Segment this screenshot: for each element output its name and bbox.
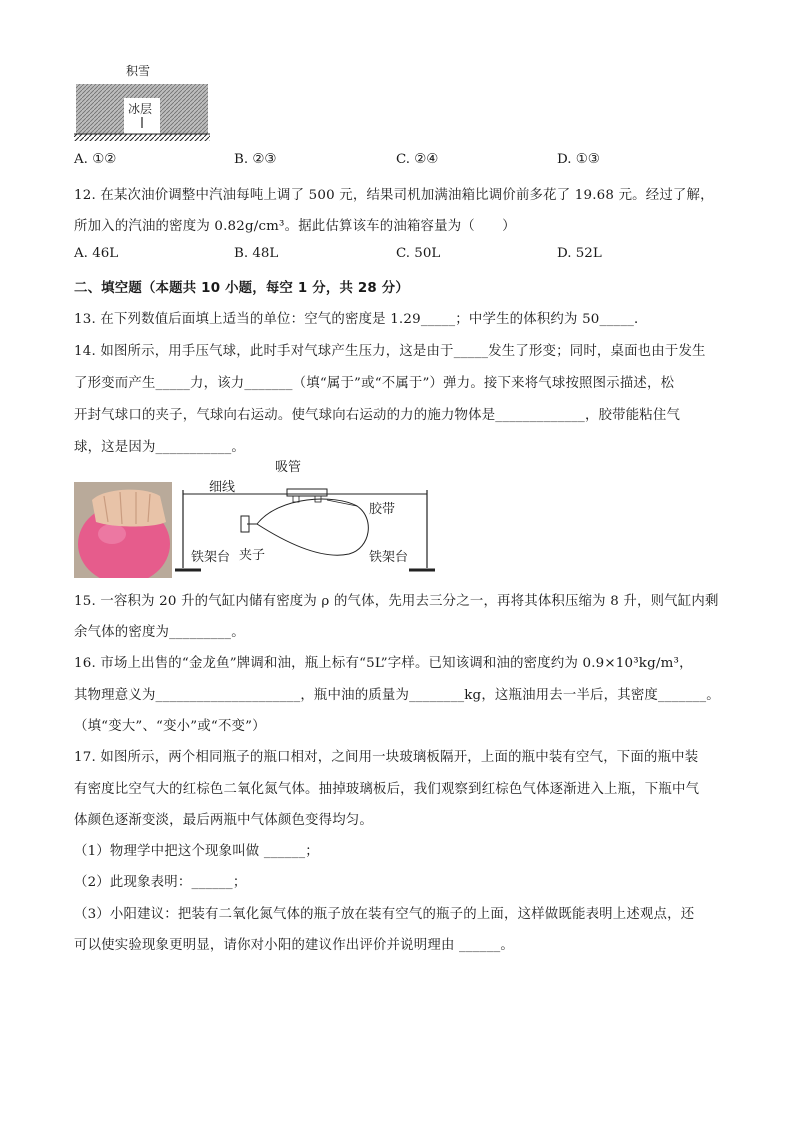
snow-label: 积雪 — [126, 64, 151, 78]
q12-option-d[interactable]: D. 52L — [557, 246, 602, 261]
balloon-photo — [74, 482, 172, 578]
q16-line1: 16. 市场上出售的“金龙鱼”牌调和油，瓶上标有“5L”字样。已知该调和油的密度约为 0.9×10³kg/m³， — [74, 656, 693, 671]
q12-option-a[interactable]: A. 46L — [74, 246, 119, 261]
q12-option-b[interactable]: B. 48L — [234, 246, 279, 261]
q17-sub1: （1）物理学中把这个现象叫做 ______； — [74, 844, 319, 859]
right-stand-label: 铁架台 — [369, 550, 409, 565]
q17-sub3-line2: 可以使实验现象更明显，请你对小阳的建议作出评价并说明理由 ______。 — [74, 938, 514, 953]
q17-sub2: （2）此现象表明：______； — [74, 875, 247, 890]
q11-option-b[interactable]: B. ②③ — [234, 152, 277, 167]
ice-label: 冰层 — [128, 102, 153, 116]
q17-line1: 17. 如图所示，两个相同瓶子的瓶口相对，之间用一块玻璃板隔开，上面的瓶中装有空气，下面的瓶中装 — [74, 750, 699, 765]
q16-line3: （填“变大”、“变小”或“不变”） — [74, 719, 266, 734]
tape-label: 胶带 — [369, 502, 396, 517]
q14-line4: 球，这是因为___________。 — [74, 440, 245, 455]
q17-sub3-line1: （3）小阳建议：把装有二氧化氮气体的瓶子放在装有空气的瓶子的上面，这样做既能表明上述观点，还 — [74, 907, 695, 922]
straw-label: 吸管 — [275, 460, 302, 475]
q17-line2: 有密度比空气大的红棕色二氧化氮气体。抽掉玻璃板后，我们观察到红棕色气体逐渐进入上瓶，下瓶中气 — [74, 782, 700, 797]
q12-option-c[interactable]: C. 50L — [396, 246, 441, 261]
q13-text: 13. 在下列数值后面填上适当的单位：空气的密度是 1.29_____；中学生的体积约为 50_____． — [74, 312, 648, 327]
q12-line2: 所加入的汽油的密度为 0.82g/cm³。据此估算该车的油箱容量为（ ） — [74, 219, 516, 234]
q11-option-d[interactable]: D. ①③ — [557, 152, 600, 167]
q14-line3: 开封气球口的夹子，气球向右运动。使气球向右运动的力的施力物体是_____________，胶带能粘住气 — [74, 408, 681, 423]
left-stand-label: 铁架台 — [191, 546, 230, 565]
thread-label: 细线 — [209, 480, 236, 495]
q11-option-c[interactable]: C. ②④ — [396, 152, 439, 167]
balloon-apparatus-figure — [175, 456, 435, 580]
q16-line2: 其物理意义为_____________________，瓶中油的质量为________kg，这瓶油用去一半后，其密度_______。 — [74, 688, 720, 703]
q12-line1: 12. 在某次油价调整中汽油每吨上调了 500 元，结果司机加满油箱比调价前多花了 19.68 元。经过了解， — [74, 188, 714, 203]
q15-line1: 15. 一容积为 20 升的气缸内储有密度为 ρ 的气体，先用去三分之一，再将其体积压缩为 8 升，则气缸内剩 — [74, 594, 719, 609]
section2-title: 二、填空题（本题共 10 小题，每空 1 分，共 28 分） — [74, 281, 409, 296]
clip-label: 夹子 — [239, 548, 266, 563]
balloon-hand-image — [74, 482, 172, 578]
snow-ice-figure — [74, 62, 210, 144]
q11-option-a[interactable]: A. ①② — [74, 152, 117, 167]
q14-line2: 了形变而产生_____力，该力_______（填“属于”或“不属于”）弹力。接下来将气球按照图示描述，松 — [74, 376, 675, 391]
q17-line3: 体颜色逐渐变淡，最后两瓶中气体颜色变得均匀。 — [74, 813, 373, 828]
q14-line1: 14. 如图所示，用手压气球，此时手对气球产生压力，这是由于_____发生了形变；同时，桌面也由于发生 — [74, 344, 706, 359]
q15-line2: 余气体的密度为_________。 — [74, 625, 245, 640]
